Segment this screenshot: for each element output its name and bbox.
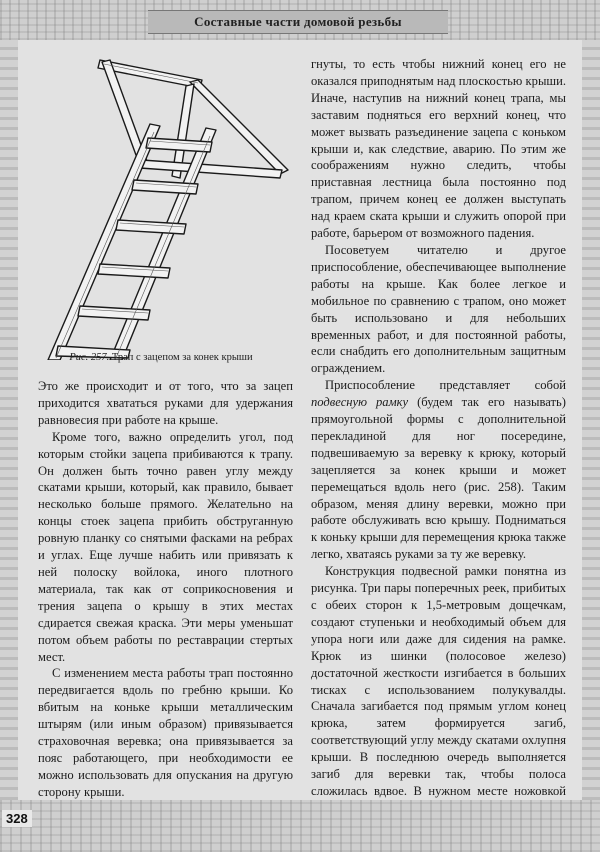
- ladder-with-ridge-hook-illustration: [30, 42, 292, 360]
- figure-label: Рис. 257.: [69, 352, 110, 363]
- paragraph-text: (будем так его называть) прямоугольной формы с дополнительной перекладиной для ног посередине, подвешиваемую за веревку к крюку, который зацепляется за конек крыши и может перемещаться вдоль него (рис. 258). Таким образом, меняя длину веревки, можно при работе обслуживать всю крышу. Подниматься к коньку крыши для перемещения крюка также легко, хватаясь руками за ту же веревку.: [311, 395, 566, 562]
- bottom-ornament-border: [0, 800, 600, 852]
- figure-caption: [30, 352, 292, 363]
- paragraph: Это же происходит и от того, что за зацеп приходится хвататься руками для удержания равновесия при работе на крыше.: [38, 379, 293, 427]
- emphasized-term: подвесную рамку: [311, 395, 409, 410]
- paragraph: гнуты, то есть чтобы нижний конец его не оказался приподнятым над плоскостью крыши. Иначе, наступив на нижний конец трапа, мы заставим подняться его верхний конец, что может вызвать разъединение зацепа с коньком крыши и, как следствие, аварию. По этим же соображениям нужно следить, чтобы приставная лестница была постоянно под трапом, причем конец ее должен выступать над краем ската крыши и служить опорой при работе, барьером от возможного падения.: [311, 57, 566, 241]
- left-ornament-border: [0, 40, 18, 800]
- figure-caption-text: Трап с зацепом за конек крыши: [111, 352, 253, 363]
- right-ornament-border: [582, 40, 600, 800]
- paragraph: С изменением места работы трап постоянно передвигается вдоль по гребню крыши. Ко вбитым на коньке крыши металлическим штырям (или иным образом) привязывается страховочная веревка; она привязывается за пояс работающего, при необходимости ее можно использовать для опускания на другую сторону крыши.: [38, 666, 293, 799]
- paragraph: Кроме того, важно определить угол, под которым стойки зацепа прибиваются к трапу. Он должен быть точно равен углу между скатами крыши, который, как правило, бывает несколько больше прямого. Желательно на концы стоек зацепа прибить обструганную ровную планку со снятыми фасками на ребрах и углах. Еще лучше набить или привязать к ней полоску войлока, иного плотного материала, так как от соприкосновения и трения зацепа о крышу в этих местах сдирается свежая краска. Эти меры уменьшат потом объем работы по реставрации стертых мест.: [38, 429, 293, 664]
- paragraph: Конструкция подвесной рамки понятна из рисунка. Три пары поперечных реек, прибитых с обеих сторон к 1,5-метровым дощечкам, создают ступеньки и необходимый объем для упора ноги или даже для сидения на рамке. Крюк из шинки (полосовое железо) достаточной жесткости изгибается в больших тисках с использованием полукувалды. Сначала загибается под прямым углом конец крюка, затем формируется загиб, соответствующий углу между скатами охлупня крыши. В последнюю очередь выполняется загиб для веревки так, чтобы полоса сложилась вдвое. В нужном месте ножовкой: [311, 564, 566, 798]
- paragraph: Посоветуем читателю и другое приспособление, обеспечивающее выполнение работы на крыше. Как более легкое и мобильное по сравнению с трапом, оно может быть использовано и для небольших временных работ, и для постоянной работы, если снабдить его дополнительным защитным ограждением.: [311, 242, 566, 376]
- paragraph-text: Приспособление представляет собой: [325, 378, 566, 393]
- figure-257: [30, 42, 292, 360]
- left-text-column: [38, 378, 293, 834]
- running-header: Составные части домовой резьбы: [148, 10, 448, 34]
- page-number: 328: [2, 810, 32, 827]
- right-text-column: [311, 56, 566, 834]
- paragraph: [311, 377, 566, 563]
